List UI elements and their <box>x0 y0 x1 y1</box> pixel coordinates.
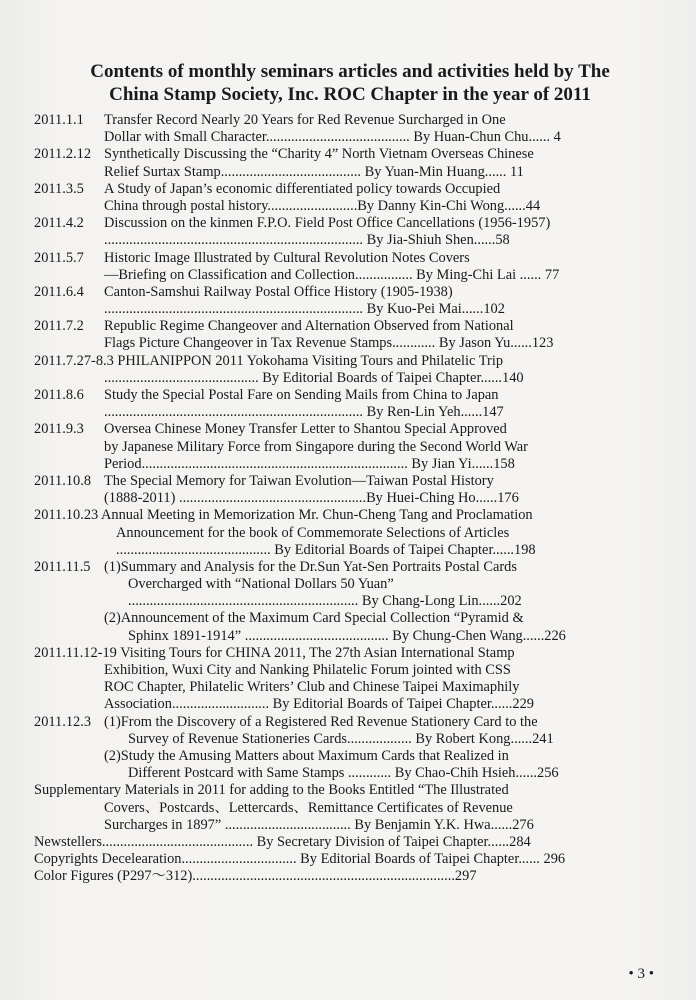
entry-date: 2011.8.6 <box>34 387 84 403</box>
entry-continuation: ................................................................ By Chang-Long Lin......202 <box>128 593 522 610</box>
entry-continuation: ROC Chapter, Philatelic Writers’ Club and Chinese Taipei Maximaphily <box>104 679 520 696</box>
entry-title: (1)Summary and Analysis for the Dr.Sun Yat-Sen Portraits Postal Cards <box>104 558 517 575</box>
entry-subtitle: (2)Study the Amusing Matters about Maximum Cards that Realized in <box>104 747 509 764</box>
entry-continuation: Association........................... By Editorial Boards of Taipei Chapter......229 <box>104 696 534 713</box>
entry-continuation: Surcharges in 1897” ................................... By Benjamin Y.K. Hwa......276 <box>104 816 534 833</box>
entry-title: The Special Memory for Taiwan Evolution—Taiwan Postal History <box>104 472 494 489</box>
entry-continuation: Relief Surtax Stamp....................................... By Yuan-Min Huang...... 11 <box>104 163 524 180</box>
entry-title: Supplementary Materials in 2011 for adding to the Books Entitled “The Illustrated <box>34 782 509 799</box>
entry-title: 2011.10.23 Annual Meeting in Memorization Mr. Chun-Cheng Tang and Proclamation <box>34 507 533 524</box>
toc-entry <box>34 507 628 559</box>
toc-entry <box>34 421 628 473</box>
title-line-2: China Stamp Society, Inc. ROC Chapter in the year of 2011 <box>109 84 591 105</box>
entry-continuation: Announcement for the book of Commemorate Selections of Articles <box>116 524 510 541</box>
entry-continuation: ........................................... By Editorial Boards of Taipei Chapter......140 <box>104 369 524 386</box>
entry-date: 2011.5.7 <box>34 249 84 266</box>
entry-date: 2011.3.5 <box>34 180 84 197</box>
entry-continuation: by Japanese Military Force from Singapore during the Second World War <box>104 438 528 455</box>
entry-continuation: Overcharged with “National Dollars 50 Yuan” <box>128 576 394 593</box>
entry-subtitle: (2)Announcement of the Maximum Card Special Collection “Pyramid & <box>104 610 524 627</box>
toc-entry <box>34 645 628 714</box>
entry-title: A Study of Japan’s economic differentiated policy towards Occupied <box>104 180 501 197</box>
toc-entry <box>34 559 628 645</box>
entry-date: 2011.9.3 <box>34 421 84 438</box>
page-number: • 3 • <box>628 966 654 982</box>
entry-date: 2011.2.12 <box>34 146 92 163</box>
entry-title: Oversea Chinese Money Transfer Letter to Shantou Special Approved <box>104 421 507 438</box>
entry-continuation: Sphinx 1891-1914” ........................................ By Chung-Chen Wang......226 <box>128 627 566 644</box>
entry-title: 2011.11.12-19 Visiting Tours for CHINA 2011, The 27th Asian International Stamp <box>34 644 515 661</box>
toc-entry <box>34 146 628 180</box>
entry-continuation: China through postal history.........................By Danny Kin-Chi Wong......44 <box>104 197 541 214</box>
entry-date: 2011.10.8 <box>34 472 92 489</box>
entry-title: Historic Image Illustrated by Cultural Revolution Notes Covers <box>104 249 470 266</box>
entry-continuation: ........................................... By Editorial Boards of Taipei Chapter......198 <box>116 541 536 558</box>
entry-continuation: Dollar with Small Character........................................ By Huan-Chun Chu...... 4 <box>104 129 561 146</box>
toc-entry <box>34 714 628 783</box>
toc-entry <box>34 112 628 146</box>
page-title <box>40 60 660 106</box>
title-line-1: Contents of monthly seminars articles and activities held by The <box>90 61 610 82</box>
entry-continuation: (1888-2011) ....................................................By Huei-Ching Ho......176 <box>104 490 519 507</box>
entry-date: 2011.11.5 <box>34 558 91 575</box>
entry-date: 2011.7.2 <box>34 318 84 335</box>
toc-entry <box>34 782 628 834</box>
entry-continuation: ........................................................................ By Jia-Shiuh Shen......58 <box>104 232 510 249</box>
entry-continuation: Covers、Postcards、Lettercards、Remittance Certificates of Revenue <box>104 799 513 816</box>
entry-date: 2011.1.1 <box>34 112 84 128</box>
entry-title: Study the Special Postal Fare on Sending Mails from China to Japan <box>104 387 499 403</box>
toc-entry-newsletters: Newstellers.......................................... By Secretary Division of Taipei Chapter......284 <box>34 833 531 850</box>
toc-entry <box>34 181 628 215</box>
entry-title: Canton-Samshui Railway Postal Office History (1905-1938) <box>104 283 453 300</box>
entry-continuation: —Briefing on Classification and Collection................ By Ming-Chi Lai ...... 77 <box>104 266 560 283</box>
toc-entry-copyrights: Copyrights Decelearation................................ By Editorial Boards of Taipei Chapter...... 296 <box>34 851 566 868</box>
toc-entry <box>34 353 628 387</box>
entry-continuation: Flags Picture Changeover in Tax Revenue Stamps............ By Jason Yu......123 <box>104 335 554 352</box>
toc-entry <box>34 473 628 507</box>
entry-title: (1)From the Discovery of a Registered Red Revenue Stationery Card to the <box>104 713 538 730</box>
entry-continuation: Exhibition, Wuxi City and Nanking Philatelic Forum jointed with CSS <box>104 662 511 678</box>
entry-continuation: Period.......................................................................... By Jian Yi......158 <box>104 455 515 472</box>
toc-entry <box>34 215 628 249</box>
toc-entry <box>34 250 628 284</box>
entry-title: Discussion on the kinmen F.P.O. Field Post Office Cancellations (1956-1957) <box>104 215 551 232</box>
entry-title: Synthetically Discussing the “Charity 4” North Vietnam Overseas Chinese <box>104 146 534 163</box>
entry-date: 2011.4.2 <box>34 215 84 232</box>
table-of-contents <box>34 112 628 885</box>
toc-entry <box>34 318 628 352</box>
entry-continuation: Different Postcard with Same Stamps ............ By Chao-Chih Hsieh......256 <box>128 765 559 782</box>
entry-continuation: ........................................................................ By Kuo-Pei Mai......102 <box>104 301 505 318</box>
toc-entry <box>34 387 628 421</box>
toc-entry-color-figures: Color Figures (P297～312).........................................................................297 <box>34 868 477 885</box>
entry-title: Republic Regime Changeover and Alternation Observed from National <box>104 318 514 335</box>
entry-date: 2011.12.3 <box>34 713 92 730</box>
toc-entry <box>34 284 628 318</box>
entry-continuation: ........................................................................ By Ren-Lin Yeh......147 <box>104 404 504 421</box>
entry-title: Transfer Record Nearly 20 Years for Red Revenue Surcharged in One <box>104 112 506 128</box>
entry-continuation: Survey of Revenue Stationeries Cards.................. By Robert Kong......241 <box>128 730 554 747</box>
entry-title: 2011.7.27-8.3 PHILANIPPON 2011 Yokohama Visiting Tours and Philatelic Trip <box>34 352 504 369</box>
entry-date: 2011.6.4 <box>34 283 84 300</box>
